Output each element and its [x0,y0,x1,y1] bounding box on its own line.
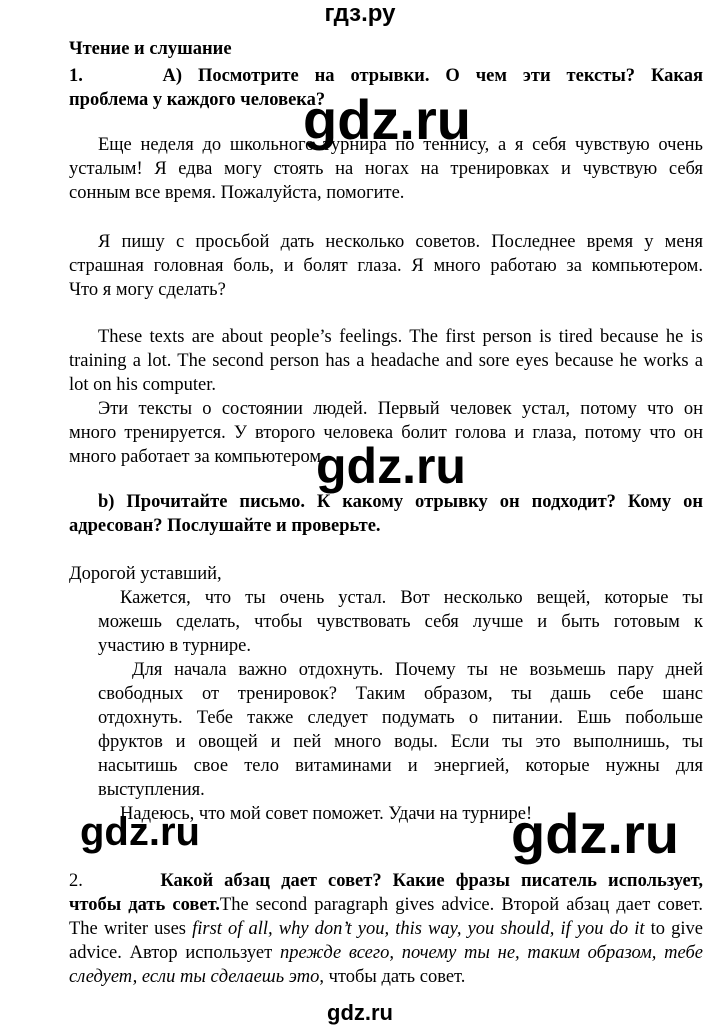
task1-number: 1. [69,66,83,86]
answer-ru-line: Эти тексты о состоянии людей. Первый человек устал, потому что он [98,399,703,419]
answer-ru-line: много работает за компьютером. [69,447,326,467]
task2-question-line [69,869,703,893]
text2-line: Я пишу с просьбой дать несколько советов. Последнее время у меня [98,232,703,252]
task2-answer-text: The writer uses [69,919,193,939]
task1-a-question: А) Посмотрите на отрывки. О чем эти тексты? Какая [162,66,704,86]
watermark-logo: gdz.ru [80,810,200,854]
task2-line [69,917,703,941]
task2-question-cont: чтобы дать совет. [69,895,220,915]
letter-closing: Надеюсь, что мой совет поможет. Удачи на турнире! [120,804,533,824]
task2-answer-text: to give [644,919,703,939]
task2-phrases-ru: следует, если ты сделаешь это [69,967,320,987]
letter-para2-line: свободных от тренировок? Таким образом, ты дашь себе шанс [98,684,703,704]
task2-number: 2. [69,871,83,891]
letter-para1-line: Кажется, что ты очень устал. Вот несколько вещей, которые ты [120,588,703,608]
task2-answer-text: , чтобы дать совет. [319,967,466,987]
text1-line: Еще неделя до школьного турнира по теннису, а я себя чувствую очень [98,135,703,155]
task2-phrases-ru: прежде всего, почему ты не, таким образом, тебе [279,943,703,963]
text2-line: Что я могу сделать? [69,280,226,300]
letter-para2-line: насытишь свое тело витаминами и энергией, которые нужны для [98,756,703,776]
section-title: Чтение и слушание [69,39,232,59]
task2-question: Какой абзац дает совет? Какие фразы писатель использует, [160,871,703,891]
letter-para1-line: можешь сделать, чтобы чувствовать себя лучше и быть готовым к [98,612,703,632]
letter-para2-line: выступления. [98,780,205,800]
task1-question-line [69,64,703,88]
task1-a-question-cont: проблема у каждого человека? [69,90,326,110]
task2-line [69,965,703,989]
letter-para2-line: Для начала важно отдохнуть. Почему ты не возьмешь пару дней [132,660,703,680]
text2-line: страшная головная боль, и болят глаза. Я много работаю за компьютером. [69,256,703,276]
task2-line [69,893,703,917]
letter-para1-line: участию в турнире. [98,636,251,656]
answer-en-line: These texts are about people’s feelings. The first person is tired because he is [98,327,703,347]
site-footer-logo: gdz.ru [327,1000,393,1025]
task1-b-question: b) Прочитайте письмо. К какому отрывку он подходит? Кому он [98,492,703,512]
letter-para2-line: фруктов и овощей и пей много воды. Если ты это выполнишь, ты [98,732,703,752]
text1-line: усталым! Я едва могу стоять на ногах на тренировках и чувствую себя [69,159,703,179]
watermark-logo: gdz.ru [303,88,471,151]
watermark-logo: gdz.ru [316,438,466,494]
task2-answer-text: The second paragraph gives advice. Второй абзац дает совет. [219,895,703,915]
site-header-logo: гдз.ру [324,0,396,27]
answer-en-line: lot on his computer. [69,375,216,395]
answer-ru-line: много тренируется. У второго человека болит голова и глаза, потому что он [69,423,703,443]
task2-line [69,941,703,965]
task2-phrases-en: first of all, why don’t you, this way, you should, if you do it [192,919,645,939]
answer-en-line: training a lot. The second person has a headache and sore eyes because he works a [69,351,703,371]
letter-greeting: Дорогой уставший, [69,564,222,584]
text1-line: сонным все время. Пожалуйста, помогите. [69,183,405,203]
task1-b-question-cont: адресован? Послушайте и проверьте. [69,516,381,536]
watermark-logo: gdz.ru [511,802,679,865]
letter-para2-line: отдохнуть. Тебе также следует подумать о питании. Ешь побольше [98,708,703,728]
task2-answer-text: advice. Автор использует [69,943,280,963]
